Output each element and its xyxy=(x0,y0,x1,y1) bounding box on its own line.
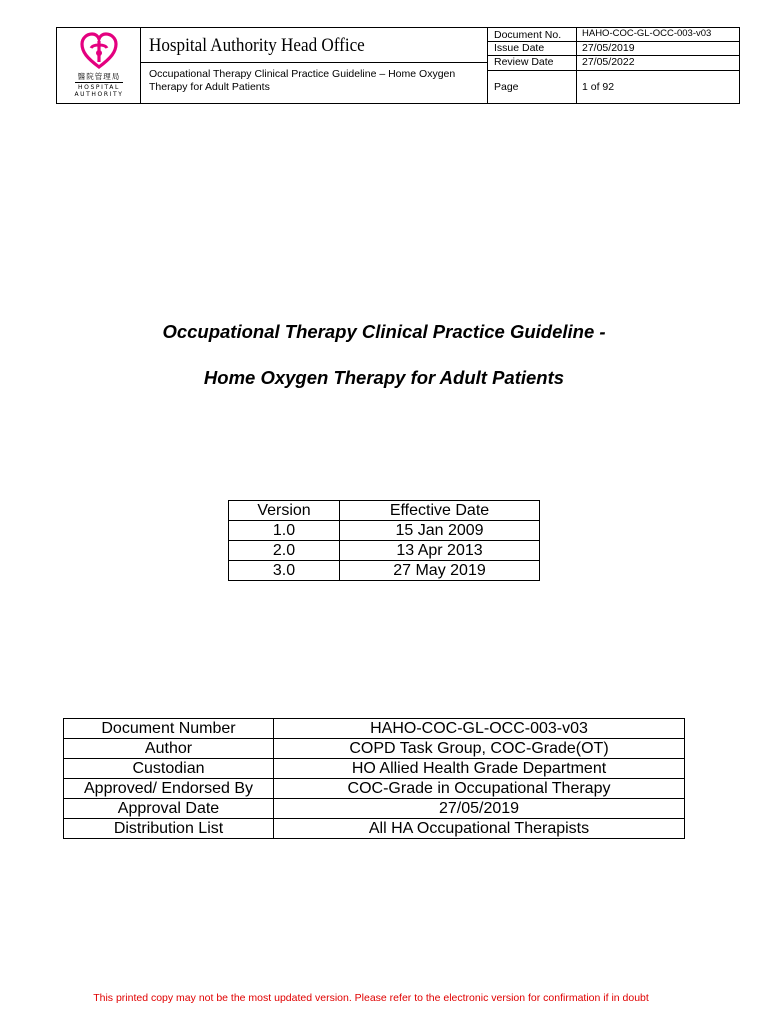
logo-text-authority: AUTHORITY xyxy=(74,91,124,98)
version-cell: 3.0 xyxy=(229,561,340,581)
meta-value: 27/05/2022 xyxy=(582,56,635,68)
table-row xyxy=(64,759,685,779)
header-subtitle: Occupational Therapy Clinical Practice Guideline – Home Oxygen Therapy for Adult Patients xyxy=(149,68,456,93)
table-row xyxy=(64,739,685,759)
info-label-cell: Approved/ Endorsed By xyxy=(64,779,274,799)
document-title-line1: Occupational Therapy Clinical Practice Guideline - xyxy=(162,321,606,342)
meta-value: 27/05/2019 xyxy=(582,42,635,54)
meta-row-review-date xyxy=(488,56,740,71)
version-table-header xyxy=(229,501,540,521)
info-label-cell: Document Number xyxy=(64,719,274,739)
document-info-table xyxy=(63,718,685,839)
info-label-cell: Author xyxy=(64,739,274,759)
table-row xyxy=(64,719,685,739)
hospital-authority-logo xyxy=(79,32,119,70)
table-row xyxy=(229,561,540,581)
info-label-cell: Distribution List xyxy=(64,819,274,839)
meta-label: Document No. xyxy=(494,29,562,41)
column-header-version: Version xyxy=(229,501,340,521)
office-title: Hospital Authority Head Office xyxy=(149,35,365,56)
table-row xyxy=(229,521,540,541)
table-row xyxy=(64,799,685,819)
logo-cell xyxy=(57,28,141,103)
info-value-cell: COC-Grade in Occupational Therapy xyxy=(274,779,685,799)
meta-label: Page xyxy=(494,81,519,93)
logo-chinese-text: 醫院管理局 xyxy=(77,72,121,81)
info-value-cell: All HA Occupational Therapists xyxy=(274,819,685,839)
meta-row-document-no xyxy=(488,28,740,42)
column-header-effective-date: Effective Date xyxy=(340,501,540,521)
info-value-cell: 27/05/2019 xyxy=(274,799,685,819)
info-label-cell: Approval Date xyxy=(64,799,274,819)
info-value-cell: HAHO-COC-GL-OCC-003-v03 xyxy=(274,719,685,739)
document-title-line2: Home Oxygen Therapy for Adult Patients xyxy=(203,367,565,388)
version-table xyxy=(228,500,540,581)
effective-date-cell: 13 Apr 2013 xyxy=(340,541,540,561)
info-label-cell: Custodian xyxy=(64,759,274,779)
meta-row-page xyxy=(488,71,740,103)
meta-label: Review Date xyxy=(494,56,554,68)
logo-text-hospital: HOSPITAL xyxy=(78,84,120,91)
document-meta xyxy=(487,28,740,103)
printed-copy-notice: This printed copy may not be the most updated version. Please refer to the electronic version for confirmation if in doubt xyxy=(93,992,649,1004)
info-value-cell: HO Allied Health Grade Department xyxy=(274,759,685,779)
document-header xyxy=(56,27,740,104)
info-value-cell: COPD Task Group, COC-Grade(OT) xyxy=(274,739,685,759)
meta-row-issue-date xyxy=(488,42,740,56)
meta-column-divider xyxy=(576,28,577,103)
version-cell: 1.0 xyxy=(229,521,340,541)
header-divider xyxy=(141,62,487,63)
table-row xyxy=(229,541,540,561)
meta-value: 1 of 92 xyxy=(582,81,615,93)
table-row xyxy=(64,779,685,799)
meta-value: HAHO-COC-GL-OCC-003-v03 xyxy=(582,28,712,39)
logo-divider xyxy=(75,82,123,83)
version-cell: 2.0 xyxy=(229,541,340,561)
effective-date-cell: 27 May 2019 xyxy=(340,561,540,581)
meta-label: Issue Date xyxy=(494,42,545,54)
table-row xyxy=(64,819,685,839)
effective-date-cell: 15 Jan 2009 xyxy=(340,521,540,541)
